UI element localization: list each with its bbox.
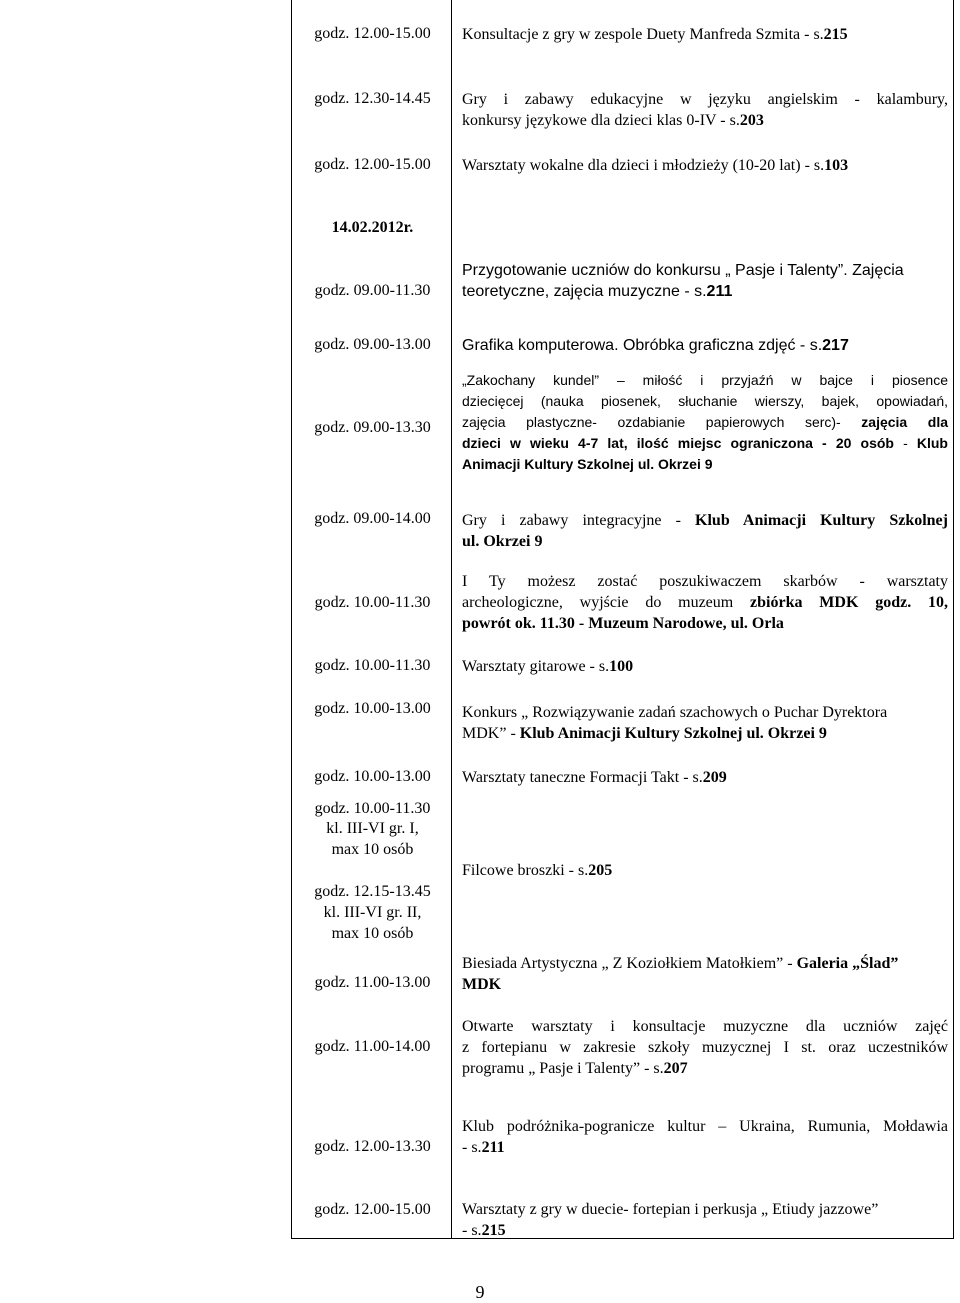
activity-cell: Grafika komputerowa. Obróbka graficzna zdjęć - s.217	[462, 337, 849, 354]
group-limit: max 10 osób	[331, 841, 414, 858]
time-cell: godz. 09.00-14.00	[314, 510, 431, 527]
time-cell: godz. 12.00-13.30	[314, 1138, 431, 1155]
time-cell: godz. 09.00-13.30	[314, 419, 431, 436]
activity-cell: Warsztaty z gry w duecie- fortepian i perkusja „ Etiudy jazzowe” - s.215	[462, 1201, 879, 1239]
time-cell: godz. 09.00-13.00	[314, 336, 431, 353]
group-info: kl. III-VI gr. I,	[326, 820, 419, 837]
activity-cell: Przygotowanie uczniów do konkursu „ Pasje i Talenty”. Zajęcia teoretyczne, zajęcia muzyczne - s.211	[462, 262, 904, 300]
column-divider	[451, 0, 452, 1239]
group-info: kl. III-VI gr. II,	[323, 904, 422, 921]
activity-cell: Warsztaty wokalne dla dzieci i młodzieży (10-20 lat) - s.103	[462, 157, 849, 174]
time-cell: godz. 12.00-15.00	[314, 1201, 431, 1218]
activity-cell: Warsztaty taneczne Formacji Takt - s.209	[462, 769, 727, 786]
activity-cell: Klub podróżnika-pogranicze kultur – Ukraina, Rumunia, Mołdawia - s.211	[462, 1118, 948, 1156]
time-cell: godz. 12.15-13.45	[314, 883, 431, 900]
group-limit: max 10 osób	[331, 925, 414, 942]
time-cell: godz. 12.00-15.00	[314, 25, 431, 42]
activity-cell: Warsztaty gitarowe - s.100	[462, 658, 634, 675]
time-cell: godz. 11.00-14.00	[314, 1038, 431, 1055]
page-number: 9	[475, 1282, 485, 1302]
time-cell: godz. 10.00-13.00	[314, 768, 431, 785]
time-cell: godz. 10.00-13.00	[314, 700, 431, 717]
time-cell: godz. 10.00-11.30	[314, 594, 431, 611]
time-cell: godz. 10.00-11.30	[314, 657, 431, 674]
time-cell: godz. 10.00-11.30	[314, 800, 431, 817]
activity-cell: Gry i zabawy integracyjne - Klub Animacji Kultury Szkolnej ul. Okrzei 9	[462, 512, 948, 550]
date-heading: 14.02.2012r.	[331, 219, 414, 236]
activity-cell: I Ty możesz zostać poszukiwaczem skarbów - warsztaty archeologiczne, wyjście do muzeum zbiórka MDK godz. 10, powrót ok. 11.30 - Muzeum Narodowe, ul. Orla	[462, 573, 949, 632]
activity-cell: Gry i zabawy edukacyjne w języku angielskim - kalambury, konkursy językowe dla dzieci klas 0-IV - s.203	[462, 91, 948, 129]
activity-cell: Konsultacje z gry w zespole Duety Manfreda Szmita - s.215	[462, 26, 848, 43]
time-cell: godz. 11.00-13.00	[314, 974, 431, 991]
activity-cell: Biesiada Artystyczna „ Z Koziołkiem Matołkiem” - Galeria „Ślad” MDK	[462, 955, 899, 993]
time-cell: godz. 12.00-15.00	[314, 156, 431, 173]
activity-cell: Konkurs „ Rozwiązywanie zadań szachowych o Puchar Dyrektora MDK” - Klub Animacji Kultury Szkolnej ul. Okrzei 9	[462, 704, 888, 742]
time-cell: godz. 12.30-14.45	[314, 90, 431, 107]
activity-cell: Otwarte warsztaty i konsultacje muzyczne dla uczniów zajęć z fortepianu w zakresie szkoły muzycznej I st. oraz uczestników programu „ Pasje i Talenty” - s.207	[462, 1018, 948, 1077]
activity-cell: Filcowe broszki - s.205	[462, 862, 613, 879]
activity-cell: „Zakochany kundel” – miłość i przyjaźń w bajce i piosence dziecięcej (nauka piosenek, słuchanie wierszy, bajek, opowiadań, zajęcia plastyczne- ozdabianie papierowych serc)- zajęcia dla dzieci w wieku 4-7 lat, ilość miejsc ograniczona - 20 osób - Klub Animacji Kultury Szkolnej ul. Okrzei 9	[462, 372, 948, 472]
time-cell: godz. 09.00-11.30	[314, 282, 431, 299]
